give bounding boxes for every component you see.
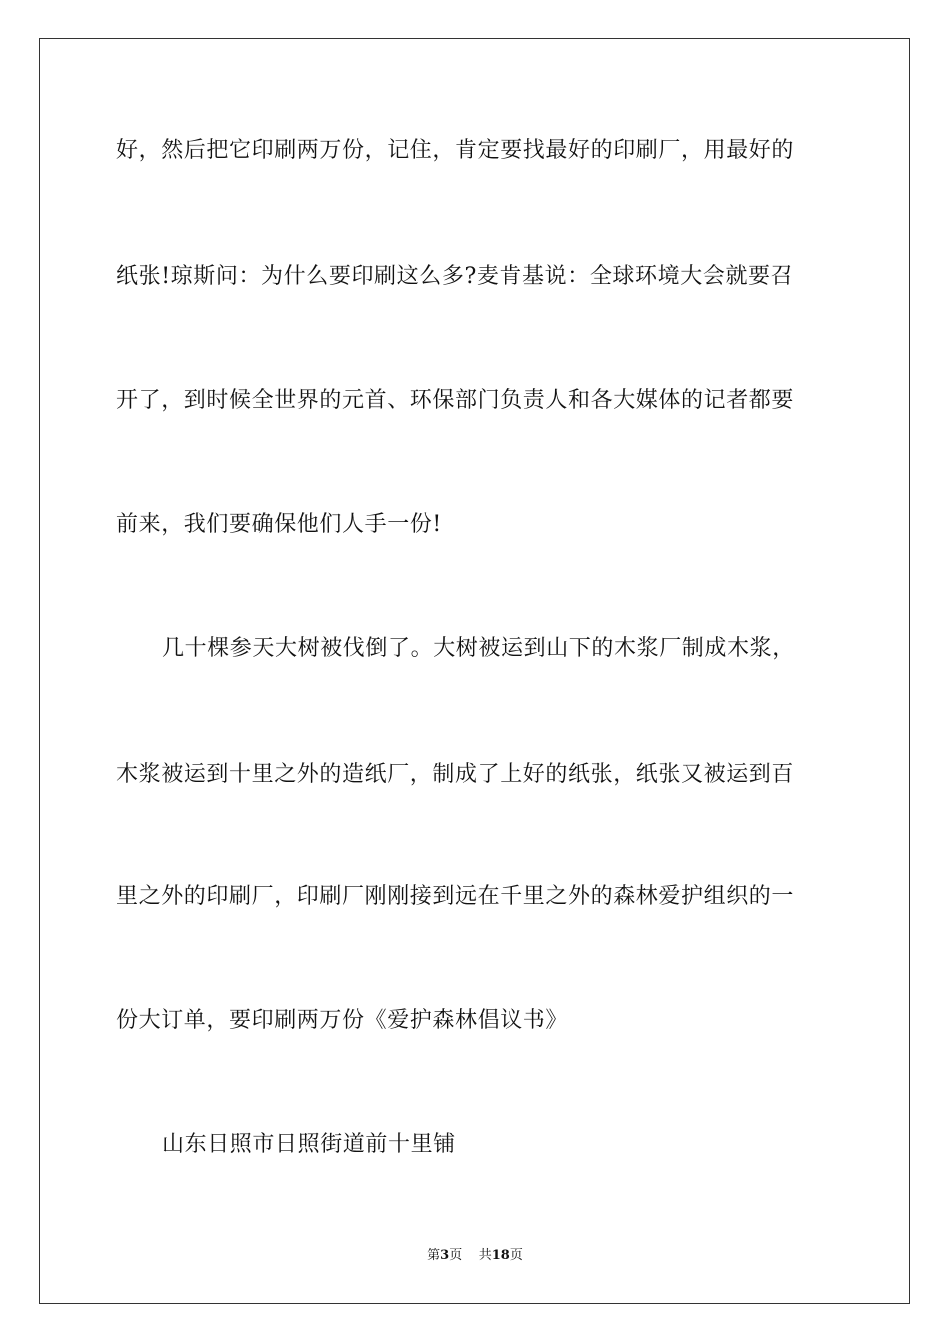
body-line-1: 好，然后把它印刷两万份，记住，肯定要找最好的印刷厂，用最好的 xyxy=(116,138,795,163)
footer-page-number: 3 xyxy=(440,1248,450,1263)
paragraph-2-line-3: 里之外的印刷厂，印刷厂刚刚接到远在千里之外的森林爱护组织的一 xyxy=(116,884,795,909)
footer-page-suffix: 页 xyxy=(449,1248,463,1263)
footer-total-suffix: 页 xyxy=(509,1248,523,1263)
footer-total-prefix: 共 xyxy=(478,1248,492,1263)
body-line-3: 开了，到时候全世界的元首、环保部门负责人和各大媒体的记者都要 xyxy=(116,388,795,413)
body-line-2: 纸张!琼斯问：为什么要印刷这么多?麦肯基说：全球环境大会就要召 xyxy=(116,264,794,289)
page-border xyxy=(39,38,910,1304)
footer-total-pages: 18 xyxy=(491,1248,510,1263)
page-footer xyxy=(0,1248,950,1264)
paragraph-2-line-2: 木浆被运到十里之外的造纸厂，制成了上好的纸张，纸张又被运到百 xyxy=(116,762,795,787)
address-line: 山东日照市日照街道前十里铺 xyxy=(162,1132,456,1157)
paragraph-2-line-1: 几十棵参天大树被伐倒了。大树被运到山下的木浆厂制成木浆， xyxy=(162,636,795,661)
body-line-4: 前来，我们要确保他们人手一份! xyxy=(116,512,442,537)
paragraph-2-line-4: 份大订单，要印刷两万份《爱护森林倡议书》 xyxy=(116,1008,569,1033)
footer-page-prefix: 第 xyxy=(427,1248,441,1263)
